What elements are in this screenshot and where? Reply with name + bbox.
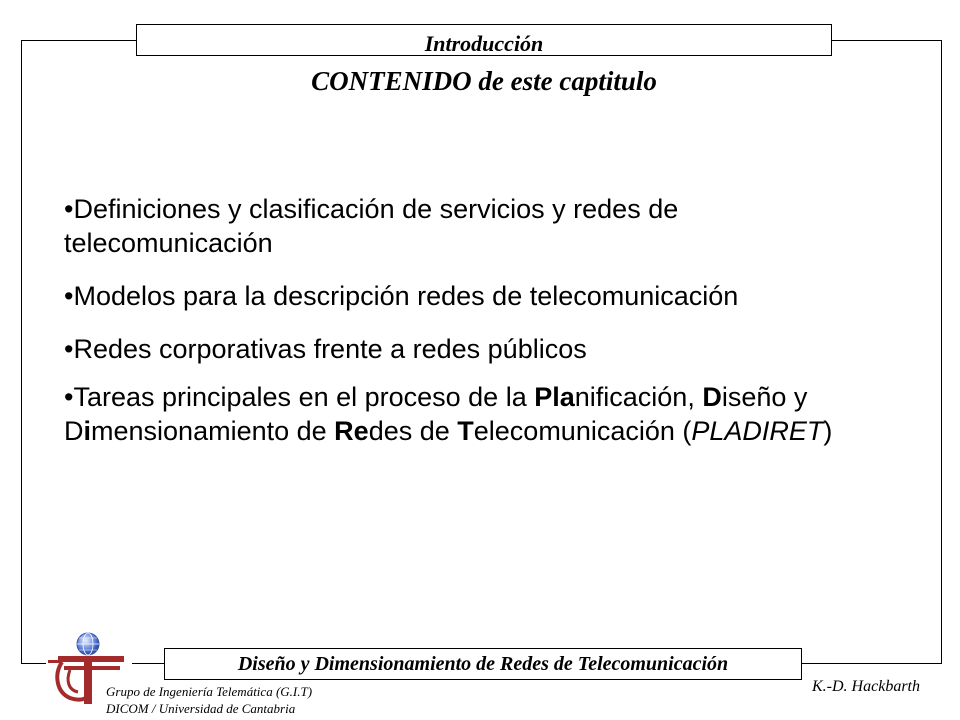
highlight-t: T [457, 416, 474, 446]
bullet-tareas-text: ) [823, 416, 833, 446]
bullet-redes-corporativas: •Redes corporativas frente a redes públicos [64, 334, 587, 364]
bullet-tareas-text: iseño y D [64, 382, 808, 446]
acronym-pladiret: PLADIRET [691, 416, 824, 446]
course-title-footer: Diseño y Dimensionamiento de Redes de Telecomunicación [164, 648, 802, 680]
bullet-tareas-text: elecomunicación ( [473, 416, 692, 446]
bullet-tareas-text: des de [368, 416, 458, 446]
section-header: Introducción [136, 24, 832, 56]
bullet-tareas [64, 380, 884, 448]
bullet-tareas-text: mensionamiento de [91, 416, 335, 446]
group-affiliation [106, 683, 312, 717]
highlight-re: Re [334, 416, 369, 446]
highlight-i: i [83, 416, 92, 446]
bullet-definiciones: •Definiciones y clasificación de servicios y redes de telecomunicación [64, 194, 679, 258]
author-name: K.-D. Hackbarth [812, 678, 920, 695]
bullet-tareas-text: •Tareas principales en el proceso de la [64, 382, 535, 412]
group-name: Grupo de Ingeniería Telemática (G.I.T) [106, 684, 313, 699]
bullet-list [64, 192, 884, 464]
highlight-d: D [702, 382, 722, 412]
page-title: CONTENIDO de este captitulo [311, 66, 657, 96]
highlight-pla: Pla [534, 382, 575, 412]
university-name: DICOM / Universidad de Cantabria [106, 701, 296, 716]
bullet-tareas-text: nificación, [574, 382, 703, 412]
bullet-modelos: •Modelos para la descripción redes de telecomunicación [64, 281, 739, 311]
